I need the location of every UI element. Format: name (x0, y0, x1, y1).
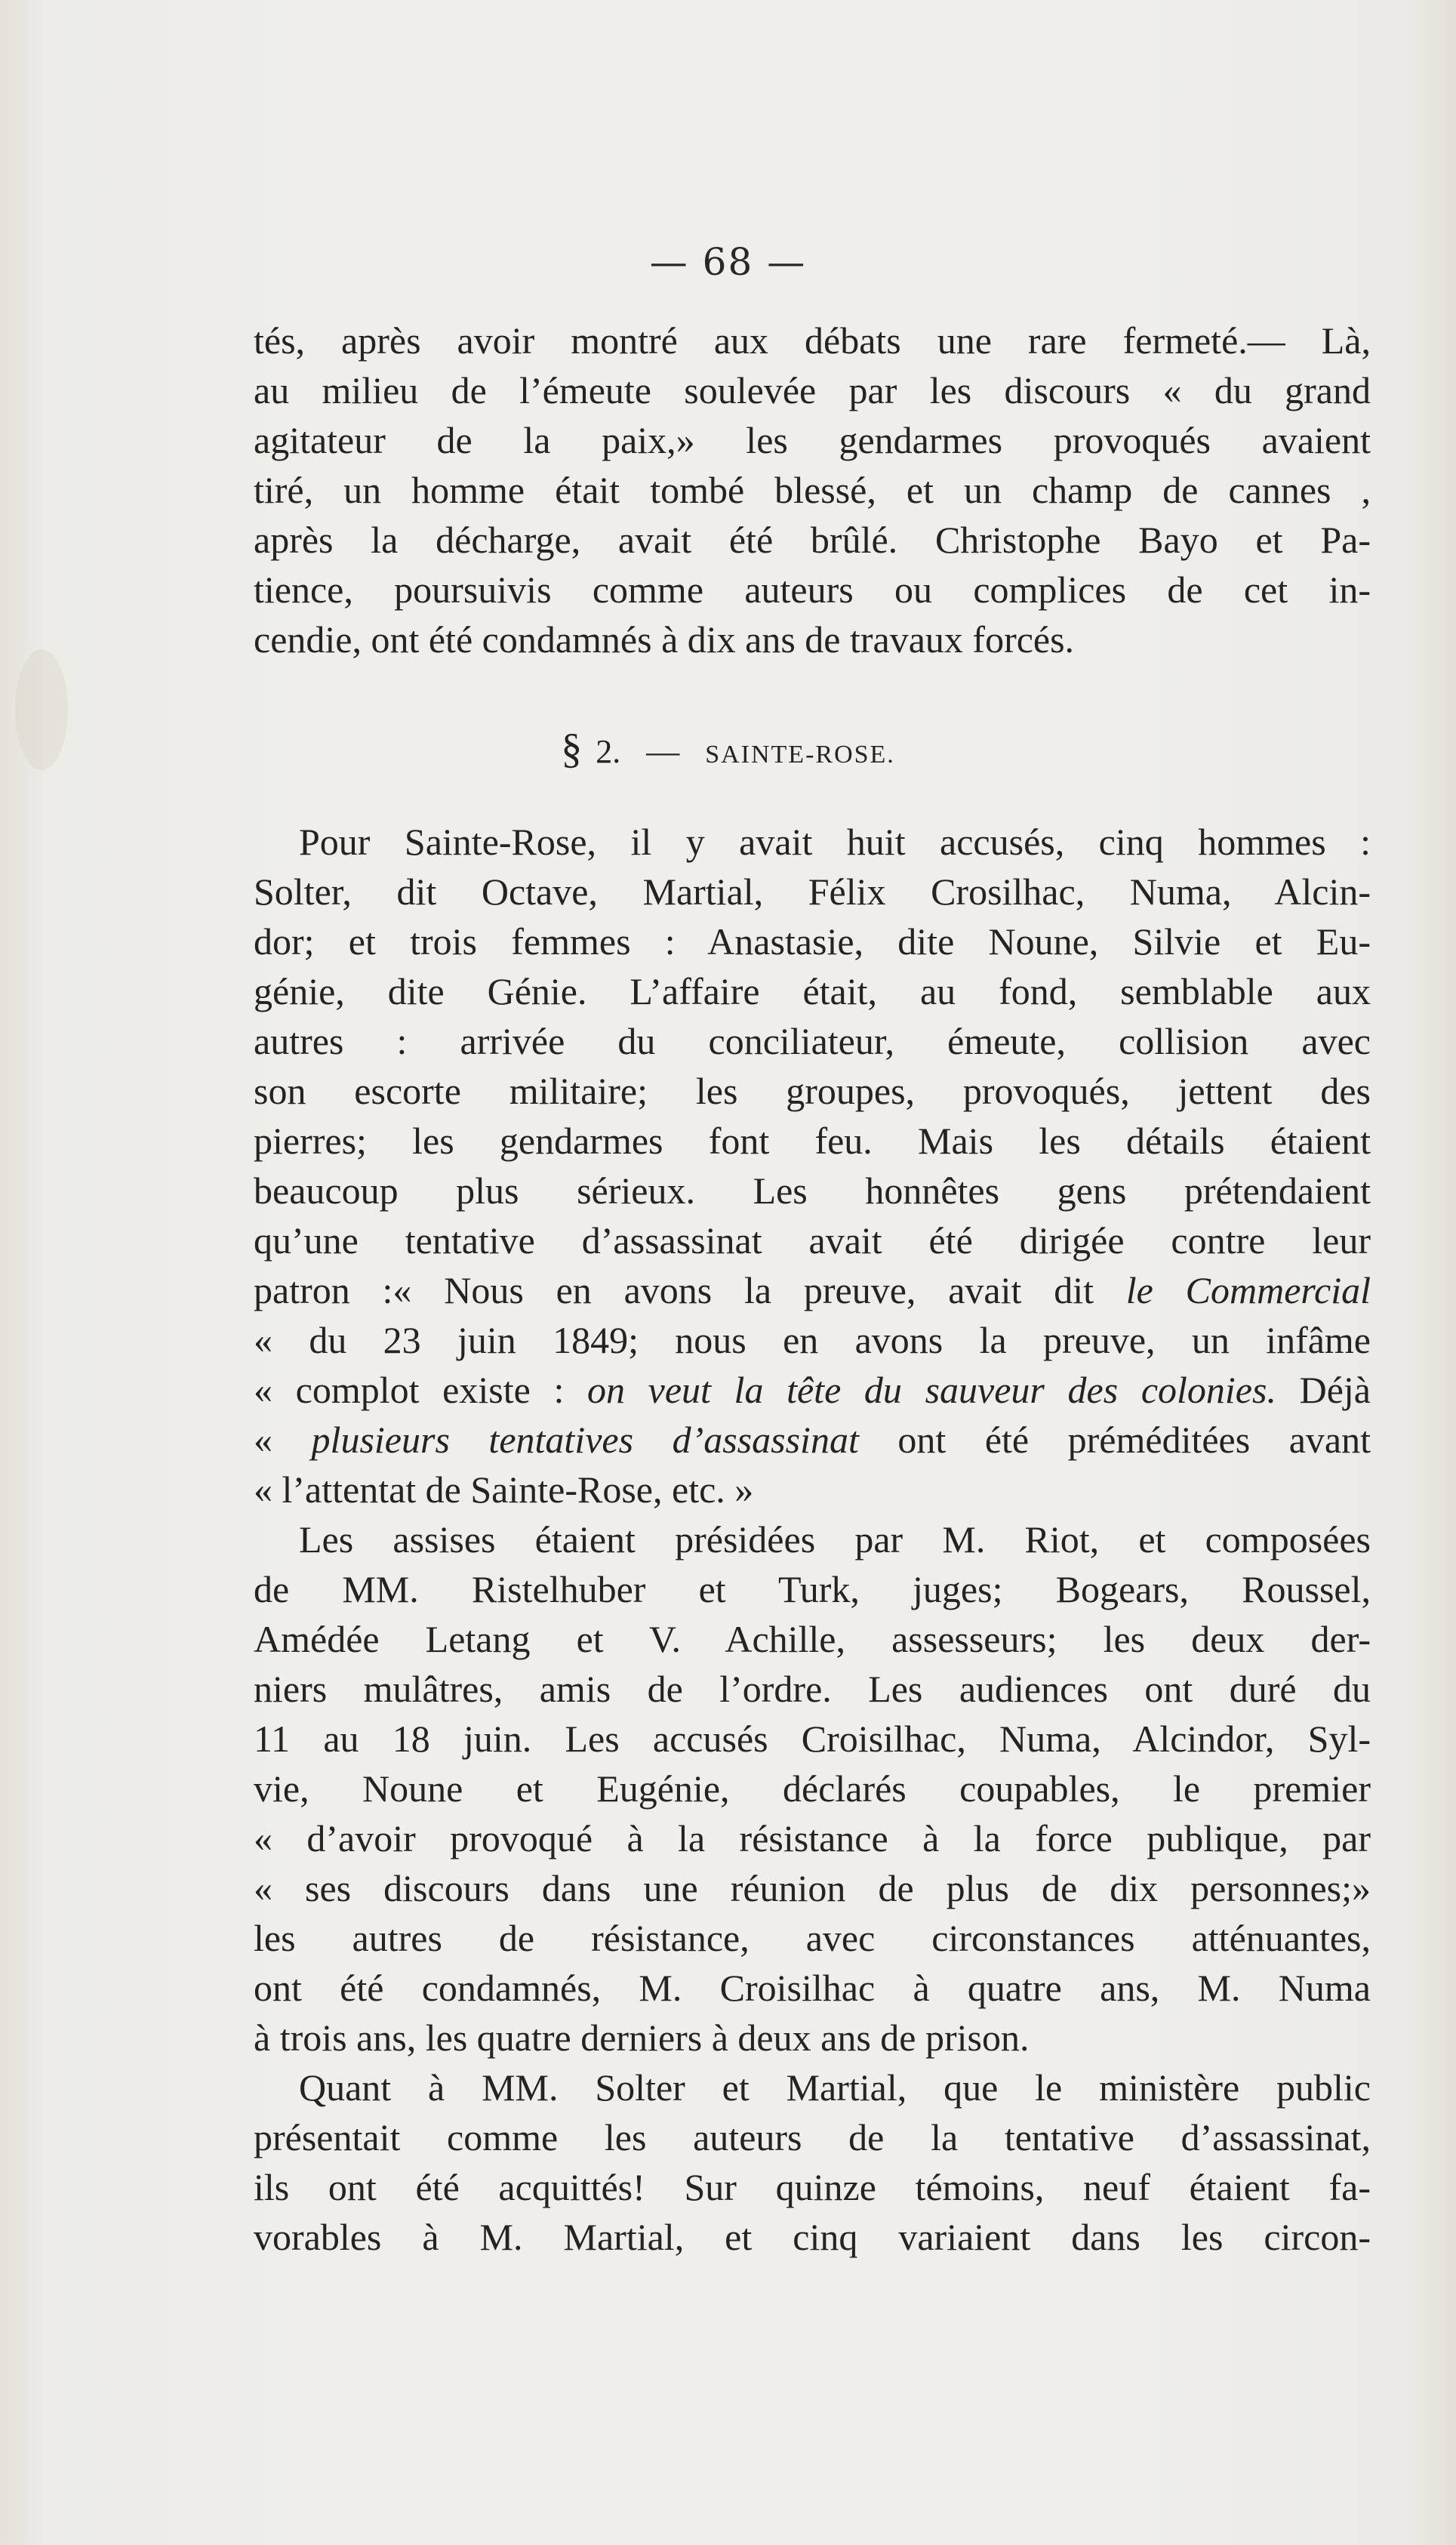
section-title: SAINTE-ROSE. (705, 741, 895, 769)
text-line: 11 au 18 juin. Les accusés Croisilhac, Numa, Alcindor, Syl- (254, 1718, 1371, 1760)
text-line: niers mulâtres, amis de l’ordre. Les audiences ont duré du (254, 1668, 1371, 1710)
text-line: vorables à M. Martial, et cinq variaient dans les circon- (254, 2216, 1371, 2258)
text-line: cendie, ont été condamnés à dix ans de travaux forcés. (254, 618, 1075, 661)
text-line: vie, Noune et Eugénie, déclarés coupables, le premier (254, 1767, 1371, 1810)
text-segment: « (254, 1419, 312, 1461)
text-line: Amédée Letang et V. Achille, assesseurs; les deux der- (254, 1618, 1371, 1660)
text-line: « l’attentat de Sainte-Rose, etc. » (254, 1468, 754, 1511)
text-line: ont été condamnés, M. Croisilhac à quatre ans, M. Numa (254, 1967, 1371, 2009)
italic-text: on veut la tête du sauveur des colonies. (586, 1369, 1276, 1411)
text-line: pierres; les gendarmes font feu. Mais les détails étaient (254, 1120, 1371, 1162)
italic-text: plusieurs tentatives d’assassinat (311, 1419, 859, 1461)
text-line: Pour Sainte-Rose, il y avait huit accusés, cinq hommes : (299, 821, 1371, 863)
text-line: présentait comme les auteurs de la tentative d’assassinat, (254, 2116, 1371, 2158)
text-line: « d’avoir provoqué à la résistance à la force publique, par (254, 1817, 1371, 1859)
text-segment: Déjà (1276, 1369, 1371, 1411)
text-line: dor; et trois femmes : Anastasie, dite Noune, Silvie et Eu- (254, 920, 1371, 963)
text-line: Solter, dit Octave, Martial, Félix Crosilhac, Numa, Alcin- (254, 870, 1371, 913)
section-symbol: § (561, 726, 583, 772)
text-line (254, 1365, 1371, 1415)
text-line: les autres de résistance, avec circonstances atténuantes, (254, 1917, 1371, 1959)
section-dash: — (646, 733, 680, 770)
text-line: au milieu de l’émeute soulevée par les discours « du grand (254, 369, 1371, 411)
section-number: 2. (596, 733, 621, 770)
italic-text: le Commercial (1125, 1269, 1371, 1311)
text-line: ils ont été acquittés! Sur quinze témoins, neuf étaient fa- (254, 2166, 1371, 2208)
text-line: Les assises étaient présidées par M. Riot, et composées (299, 1518, 1371, 1561)
text-line: « du 23 juin 1849; nous en avons la preuve, un infâme (254, 1319, 1371, 1361)
paragraph-continuation (254, 316, 1371, 664)
text-segment: patron :« Nous en avons la preuve, avait dit (254, 1269, 1126, 1311)
text-segment: « complot existe : (254, 1369, 587, 1411)
text-line: de MM. Ristelhuber et Turk, juges; Bogears, Roussel, (254, 1568, 1371, 1610)
page-number: — 68 — (649, 240, 807, 284)
text-line: « ses discours dans une réunion de plus de dix personnes;» (254, 1867, 1371, 1909)
text-line (254, 1415, 1371, 1465)
text-line: autres : arrivée du conciliateur, émeute, collision avec (254, 1020, 1371, 1062)
text-line: génie, dite Génie. L’affaire était, au fond, semblable aux (254, 970, 1371, 1012)
text-line: Quant à MM. Solter et Martial, que le ministère public (299, 2066, 1371, 2109)
section-heading (0, 725, 1456, 773)
text-line: tience, poursuivis comme auteurs ou complices de cet in- (254, 568, 1371, 611)
text-line (254, 1265, 1371, 1315)
text-line: après la décharge, avait été brûlé. Christophe Bayo et Pa- (254, 519, 1371, 561)
text-line: beaucoup plus sérieux. Les honnêtes gens prétendaient (254, 1169, 1371, 1212)
text-line: tés, après avoir montré aux débats une rare fermeté.— Là, (254, 319, 1371, 362)
text-line: agitateur de la paix,» les gendarmes provoqués avaient (254, 419, 1371, 461)
body-text (254, 817, 1371, 2262)
text-line: qu’une tentative d’assassinat avait été dirigée contre leur (254, 1219, 1371, 1262)
text-line: son escorte militaire; les groupes, provoqués, jettent des (254, 1070, 1371, 1112)
text-line: à trois ans, les quatre derniers à deux ans de prison. (254, 2017, 1030, 2059)
text-line: tiré, un homme était tombé blessé, et un champ de cannes , (254, 469, 1371, 511)
text-segment: ont été préméditées avant (858, 1419, 1371, 1461)
